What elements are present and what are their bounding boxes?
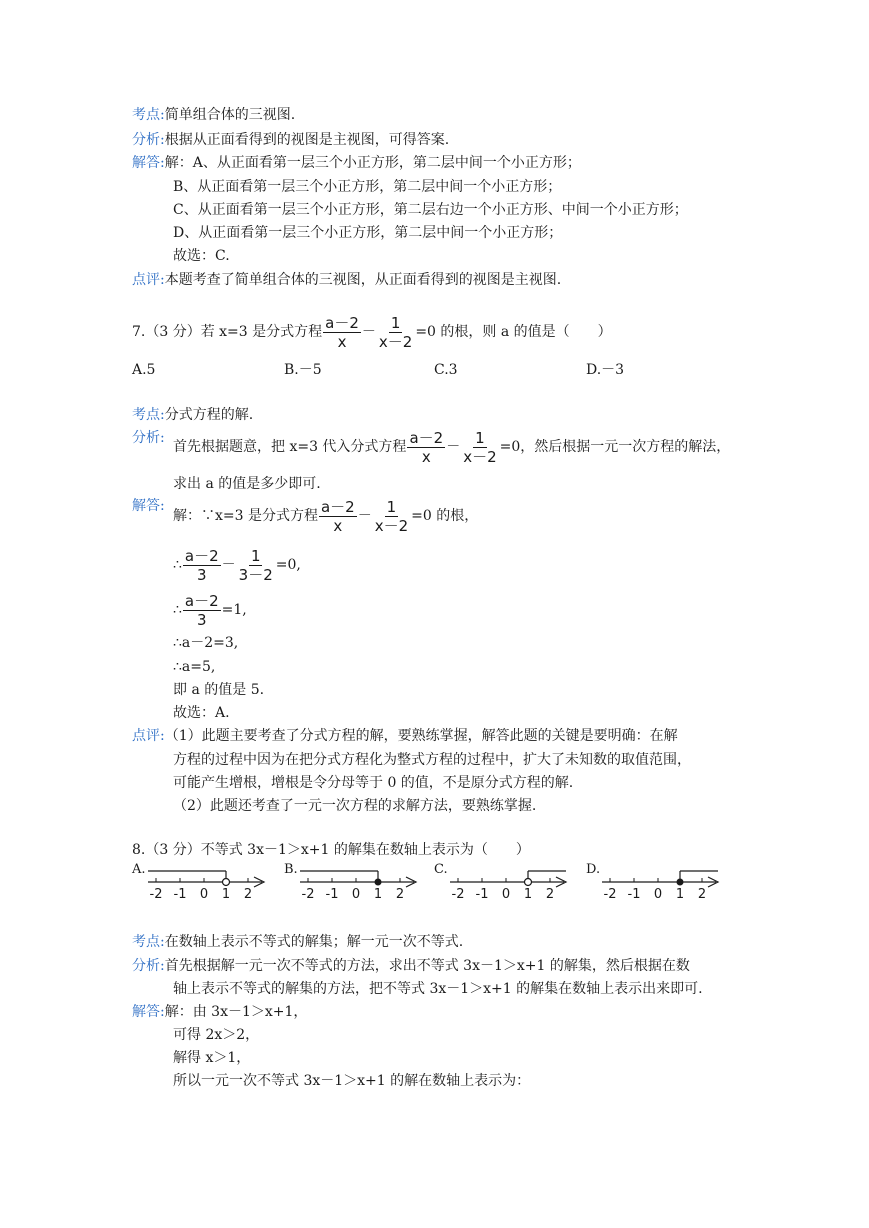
q7-kaodian-line bbox=[132, 405, 253, 425]
q7-stem-b: =0 的根，则 a 的值是（ ） bbox=[415, 324, 612, 340]
tick-label: 0 bbox=[653, 887, 663, 902]
fraction-denominator: x－2 bbox=[374, 516, 409, 535]
option-letter: D. bbox=[586, 862, 601, 877]
tick-label: 1 bbox=[523, 887, 533, 902]
q6-jieda-c: C、从正面看第一层三个小正方形，第二层右边一个小正方形、中间一个小正方形； bbox=[173, 202, 688, 218]
q7-option-b: B.－5 bbox=[284, 362, 322, 378]
tick-label: -2 bbox=[603, 887, 617, 902]
jieda-text-a: 解：∵x=3 是分式方程 bbox=[173, 508, 318, 524]
q6-kaodian-line bbox=[132, 105, 295, 125]
fraction-denominator: x bbox=[421, 447, 431, 466]
q8-kaodian-line bbox=[132, 932, 463, 952]
fraction-denominator: x－2 bbox=[378, 332, 413, 351]
fenxi-text: 首先根据解一元一次不等式的方法，求出不等式 3x－1＞x+1 的解集，然后根据在数 bbox=[164, 958, 690, 974]
therefore-sign: ∴ bbox=[173, 602, 182, 618]
tick-label: 0 bbox=[501, 887, 511, 902]
q8-jieda-line3: 解得 x＞1， bbox=[173, 1050, 251, 1066]
fenxi-tag: 分析: bbox=[132, 132, 165, 148]
fraction bbox=[377, 314, 414, 351]
fraction bbox=[319, 498, 357, 535]
q7-step5: 即 a 的值是 5. bbox=[173, 682, 265, 698]
kaodian-text: 在数轴上表示不等式的解集；解一元一次不等式. bbox=[164, 934, 464, 950]
fraction-denominator: 3－2 bbox=[238, 565, 273, 584]
q7-jieda-line1 bbox=[173, 496, 478, 536]
fraction-denominator: x－2 bbox=[463, 447, 497, 466]
option-letter: A. bbox=[132, 862, 146, 877]
fraction-numerator: 1 bbox=[475, 428, 485, 447]
fraction bbox=[461, 429, 498, 466]
q8-fenxi-line2: 轴上表示不等式的解集的方法，把不等式 3x－1＞x+1 的解集在数轴上表示出来即可. bbox=[173, 981, 703, 997]
tick-label: 2 bbox=[243, 887, 253, 902]
q8-option-d bbox=[586, 862, 726, 904]
fraction bbox=[373, 498, 410, 535]
tick-label: -2 bbox=[451, 887, 465, 902]
q7-dianping-line3: 可能产生增根，增根是令分母等于 0 的值，不是原分式方程的解. bbox=[173, 775, 574, 791]
q7-dianping-line1 bbox=[132, 726, 678, 746]
dianping-text: 本题考查了简单组合体的三视图，从正面看得到的视图是主视图. bbox=[164, 272, 562, 288]
dianping-tag: 点评: bbox=[132, 728, 165, 744]
fenxi-tag: 分析: bbox=[132, 958, 165, 974]
dianping-tag: 点评: bbox=[132, 272, 165, 288]
number-line-d bbox=[586, 862, 726, 904]
fenxi-tag: 分析: bbox=[132, 430, 165, 446]
q7-dianping-line2: 方程的过程中因为在把分式方程化为整式方程的过程中，扩大了未知数的取值范围， bbox=[173, 752, 691, 768]
fraction bbox=[183, 592, 221, 629]
kaodian-tag: 考点: bbox=[132, 934, 165, 950]
tick-label: -1 bbox=[475, 887, 489, 902]
jieda-tag: 解答: bbox=[132, 498, 165, 514]
q8-option-c bbox=[434, 862, 574, 904]
number-line-b bbox=[284, 862, 424, 904]
number-line-a bbox=[132, 862, 272, 904]
q7-step1 bbox=[173, 545, 301, 585]
tick-label: 1 bbox=[373, 887, 383, 902]
fenxi-text-b: =0，然后根据一元一次方程的解法， bbox=[499, 439, 731, 455]
q7-answer: 故选：A. bbox=[173, 705, 230, 721]
tick-label: 0 bbox=[351, 887, 361, 902]
jieda-text: 解：A、从正面看第一层三个小正方形，第二层中间一个小正方形； bbox=[164, 155, 581, 171]
q7-fenxi-line2: 求出 a 的值是多少即可. bbox=[173, 476, 321, 492]
kaodian-text: 分式方程的解. bbox=[164, 407, 254, 423]
q6-jieda-line bbox=[132, 153, 581, 173]
fraction-numerator: 1 bbox=[386, 497, 397, 516]
fraction-numerator: 1 bbox=[390, 313, 401, 332]
fraction-numerator: a－2 bbox=[325, 313, 359, 332]
q6-jieda-b: B、从正面看第一层三个小正方形，第二层中间一个小正方形； bbox=[173, 179, 562, 195]
jieda-text: 解：由 3x－1＞x+1， bbox=[164, 1004, 308, 1020]
tick-label: -1 bbox=[325, 887, 339, 902]
q8-stem: 8.（3 分）不等式 3x－1＞x+1 的解集在数轴上表示为（ ） bbox=[132, 842, 530, 858]
fraction bbox=[183, 547, 221, 584]
tick-label: 2 bbox=[545, 887, 555, 902]
dianping-text: （1）此题主要考查了分式方程的解，要熟练掌握，解答此题的关键是要明确：在解 bbox=[164, 728, 678, 744]
option-letter: B. bbox=[284, 862, 298, 877]
q7-option-c: C.3 bbox=[434, 362, 458, 378]
q8-option-a bbox=[132, 862, 272, 904]
fraction-denominator: 3 bbox=[197, 565, 207, 584]
minus-sign: － bbox=[446, 439, 461, 455]
jieda-tag: 解答: bbox=[132, 1004, 165, 1020]
q7-stem-a: 7.（3 分）若 x=3 是分式方程 bbox=[132, 324, 323, 340]
fenxi-text-a: 首先根据题意，把 x=3 代入分式方程 bbox=[173, 439, 407, 455]
q6-answer: 故选：C. bbox=[173, 248, 230, 264]
fraction-denominator: 3 bbox=[197, 610, 207, 629]
fraction bbox=[237, 547, 275, 584]
tick-label: -1 bbox=[627, 887, 641, 902]
q8-jieda-line2: 可得 2x＞2， bbox=[173, 1027, 260, 1043]
q7-fenxi-line1 bbox=[173, 427, 730, 467]
fraction-numerator: a－2 bbox=[409, 428, 444, 447]
option-letter: C. bbox=[434, 862, 448, 877]
q8-fenxi-line1 bbox=[132, 956, 690, 976]
q8-jieda-line1 bbox=[132, 1002, 307, 1022]
q6-jieda-d: D、从正面看第一层三个小正方形，第二层中间一个小正方形； bbox=[173, 225, 563, 241]
kaodian-tag: 考点: bbox=[132, 107, 165, 123]
fraction-numerator: a－2 bbox=[184, 591, 219, 610]
fraction bbox=[407, 429, 445, 466]
tick-label: 2 bbox=[395, 887, 405, 902]
therefore-sign: ∴ bbox=[173, 557, 182, 573]
q6-fenxi-line bbox=[132, 130, 449, 150]
q7-option-d: D.－3 bbox=[586, 362, 625, 378]
fraction-numerator: a－2 bbox=[320, 497, 355, 516]
fraction-numerator: a－2 bbox=[184, 546, 219, 565]
jieda-text-b: =0 的根， bbox=[411, 508, 479, 524]
tick-label: -1 bbox=[173, 887, 187, 902]
minus-sign: － bbox=[221, 557, 236, 573]
tick-label: -2 bbox=[149, 887, 163, 902]
q7-jieda-tag bbox=[132, 496, 165, 516]
kaodian-tag: 考点: bbox=[132, 407, 165, 423]
q8-option-b bbox=[284, 862, 424, 904]
step1-result: =0, bbox=[275, 557, 301, 573]
tick-label: 2 bbox=[697, 887, 707, 902]
fraction-denominator: x bbox=[333, 516, 343, 535]
tick-label: 1 bbox=[675, 887, 685, 902]
q7-fenxi-tag bbox=[132, 428, 165, 448]
q7-stem bbox=[132, 312, 612, 352]
fenxi-text: 根据从正面看得到的视图是主视图，可得答案. bbox=[164, 132, 450, 148]
q7-step2 bbox=[173, 590, 247, 630]
fraction-numerator: 1 bbox=[250, 546, 261, 565]
q7-option-a: A.5 bbox=[132, 362, 156, 378]
q7-step3: ∴a－2=3, bbox=[173, 635, 239, 651]
tick-label: -2 bbox=[301, 887, 315, 902]
jieda-tag: 解答: bbox=[132, 155, 165, 171]
tick-label: 0 bbox=[199, 887, 209, 902]
kaodian-text: 简单组合体的三视图. bbox=[164, 107, 296, 123]
minus-sign: － bbox=[361, 324, 376, 340]
q8-jieda-line4: 所以一元一次不等式 3x－1＞x+1 的解在数轴上表示为： bbox=[173, 1073, 531, 1089]
q6-dianping-line bbox=[132, 270, 561, 290]
fraction-denominator: x bbox=[337, 332, 347, 351]
q7-step4: ∴a=5, bbox=[173, 659, 216, 675]
minus-sign: － bbox=[357, 508, 372, 524]
number-line-c bbox=[434, 862, 574, 904]
q7-dianping-line4: （2）此题还考查了一元一次方程的求解方法，要熟练掌握. bbox=[173, 798, 537, 814]
tick-label: 1 bbox=[221, 887, 231, 902]
step2-result: =1, bbox=[221, 602, 247, 618]
fraction bbox=[323, 314, 361, 351]
